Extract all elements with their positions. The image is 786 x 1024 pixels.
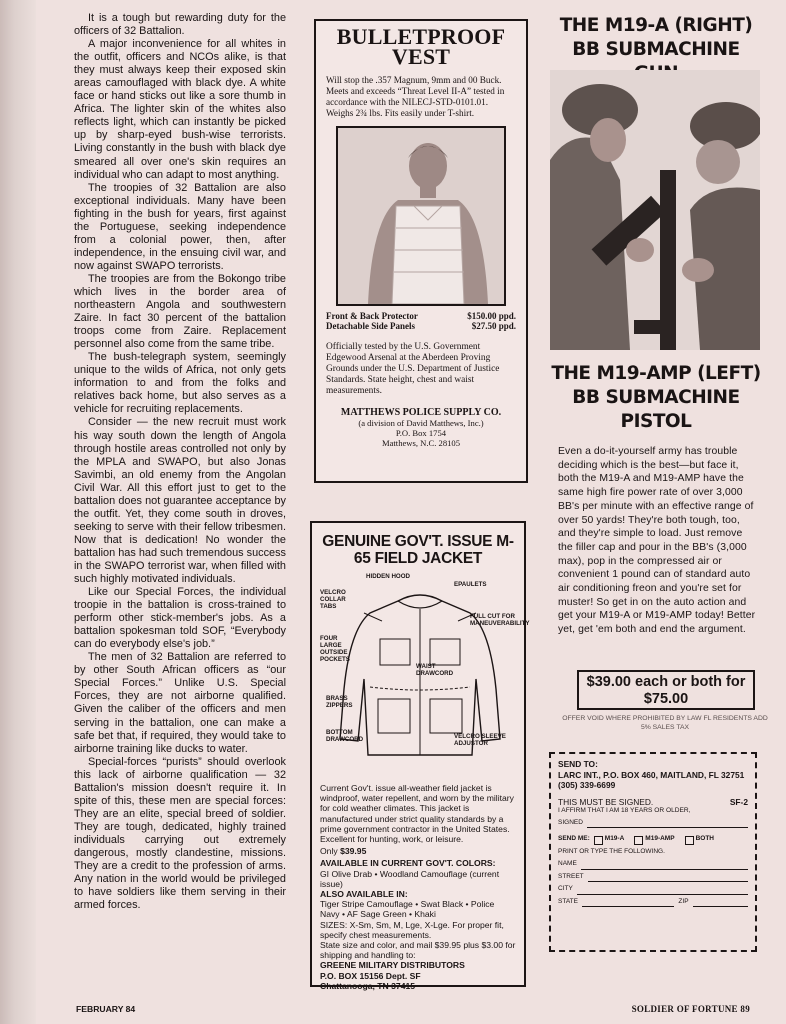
label-velcro-collar: VELCRO COLLAR TABS xyxy=(320,589,346,610)
vest-ad-city: Matthews, N.C. 28105 xyxy=(381,438,461,448)
field-jacket-ad xyxy=(310,521,530,991)
jacket-colors-heading: AVAILABLE IN CURRENT GOV'T. COLORS: xyxy=(320,858,496,869)
order-affirm: I AFFIRM THAT I AM 18 YEARS OR OLDER, xyxy=(558,807,691,814)
order-signed-row xyxy=(558,818,748,829)
man-in-vest-illustration xyxy=(338,128,504,304)
vest-ad-division: (a division of David Matthews, Inc.) xyxy=(358,418,484,428)
order-city-label: CITY xyxy=(558,885,573,892)
jacket-colors: GI Olive Drab • Woodland Camouflage (current issue) xyxy=(320,868,500,889)
article-paragraph: A major inconvenience for all whites in the outfit, officers and NCOs alike, is that they must always keep their exposed skin areas camouflaged with black dye. A white face or hand sticks out like a sore thumb in Africa. The lighter skin of the whites also reflects light, which can instantly be picked up by sharp-eyed bush-wise terrorists. Living constantly in the bush with black dye smeared all over one's skin requires an individual who can adapt to most anything. xyxy=(74,38,286,181)
gun-price-box: $39.00 each or both for $75.00 xyxy=(577,670,755,710)
zip-field[interactable] xyxy=(693,897,748,907)
order-send-me-row xyxy=(558,834,748,845)
order-name-row xyxy=(558,859,748,870)
vest-item-price: $27.50 ppd. xyxy=(471,321,516,331)
order-signed-label: SIGNED xyxy=(558,818,583,826)
jacket-dist-box: P.O. BOX 15156 Dept. SF xyxy=(320,970,421,981)
vest-price-table xyxy=(326,311,516,331)
label-full-cut: FULL CUT FOR MANEUVERABILITY xyxy=(470,613,530,627)
article-paragraph: Special-forces “purists” should overlook this lack of airborne qualification — 32 Battalion's mission doesn't require it. In spite of this, these men are special forces: They are an elite, special breed of soldier. They are tough, dedicated, highly trained individuals carrying out extremely dangerous, mostly clandestine, missions. They are a credit to the profession of arms. Any nation in the world would be privileged to have soldiers like them serving in their armed forces. xyxy=(74,755,286,912)
label-epaulets: EPAULETS xyxy=(454,581,487,588)
state-field[interactable] xyxy=(582,897,674,907)
order-city-row xyxy=(558,884,748,895)
both-checkbox[interactable] xyxy=(685,836,694,845)
m19a-checkbox[interactable] xyxy=(594,836,603,845)
m19a-option-label: M19-A xyxy=(604,835,625,842)
vest-ad-tested-text: Officially tested by the U.S. Government Edgewood Arsenal at the Aberdeen Proving Grounds under the U.S. Department of Justice Standards. State height, chest and waist measurements. xyxy=(326,342,500,396)
m19amp-option-label: M19-AMP xyxy=(645,835,675,842)
bulletproof-vest-ad xyxy=(314,19,528,483)
jacket-description: Current Gov't. issue all-weather field jacket is windproof, water repellent, and worn by the military for cold weather climates. This jacket is manufactured under strict quality standards by a prime government contractor in the United States. Excellent for hunting, work, or leisure. xyxy=(320,783,514,845)
label-waist: WAIST DRAWCORD xyxy=(416,663,454,677)
vest-item-price: $150.00 ppd. xyxy=(467,311,516,321)
street-field[interactable] xyxy=(588,872,748,882)
article-paragraph: It is a tough but rewarding duty for the officers of 32 Battalion. xyxy=(74,12,286,38)
guns-photo xyxy=(550,70,760,350)
jacket-distributor: GREENE MILITARY DISTRIBUTORS xyxy=(320,960,465,971)
order-zip-label: ZIP xyxy=(678,897,689,905)
label-bottom: BOTTOM DRAWCORD xyxy=(326,729,364,743)
order-phone: (305) 339-6699 xyxy=(558,780,616,790)
order-send-to: SEND TO: xyxy=(558,759,598,769)
m19amp-title: THE M19-AMP (LEFT) BB SUBMACHINE PISTOL xyxy=(551,363,761,432)
jacket-also-colors: Tiger Stripe Camouflage • Swat Black • Police Navy • AF Sage Green • Khaki xyxy=(320,899,495,920)
article-column xyxy=(74,12,286,912)
article-paragraph: The troopies of 32 Battalion are also exceptional individuals. Many have been fighting in the bush for years, first against the Portuguese, seeking independence from a colonial power, then, after independence, in the ensuing civil war, and now against SWAPO terrorists. xyxy=(74,181,286,272)
article-paragraph: The men of 32 Battalion are referred to by other South African officers as “our Special Forces.” Unlike U.S. Special Forces, they are not airborne qualified. Given the caliber of the officers and men serving in the battalion, one can make a safe bet that, if required, they would take to airborne training like ducks to water. xyxy=(74,651,286,755)
footer-magazine: SOLDIER OF FORTUNE 89 xyxy=(631,1004,750,1014)
vest-photo xyxy=(336,126,506,306)
order-code: SF-2 xyxy=(729,796,748,807)
footer-date: FEBRUARY 84 xyxy=(76,1004,136,1014)
gun-ad-copy: Even a do-it-yourself army has trouble deciding which is the best—but face it, both the M19-A and M19-AMP have the same high fire power rate of over 3,000 BB's per minute with an effective range of over 50 yards! They're both tough, too, and they're simple to load. Just remove the filler cap and pour in the BB's (3,000 max), pop in the compressed air or convenient 1 pound can of standard auto air conditioning freon and you're set for muster! So get in on the auto action and get your M19-A or M19-AMP today! Better yet, get 'em both and end the argument. xyxy=(558,446,756,636)
vest-item-label: Front & Back Protector xyxy=(326,311,418,321)
gun-offer-text: OFFER VOID WHERE PROHIBITED BY LAW FL RESIDENTS ADD 5% SALES TAX xyxy=(562,715,768,731)
jacket-price: $39.95 xyxy=(340,846,367,857)
order-print-label: PRINT OR TYPE THE FOLLOWING. xyxy=(558,847,665,855)
both-option-label: BOTH xyxy=(695,835,714,842)
m19amp-checkbox[interactable] xyxy=(634,836,643,845)
order-street-row xyxy=(558,872,748,883)
article-paragraph: Consider — the new recruit must work his way south down the length of Angola through hostile areas controlled not only by the MPLA and SWAPO, but also Jonas Savimbi, an old enemy from the Angolan Civil War. All this effort just to get to the battalion does not guarantee acceptance by the outfit. Yet, they come south in droves, seeking to serve with their fellow tribesmen. Now that is dedication! No wonder the battalion has had such tremendous success in the SWAPO terrorist war, when filled with such highly motivated individuals. xyxy=(74,416,286,586)
order-state-label: STATE xyxy=(558,897,578,905)
soldiers-with-guns-illustration xyxy=(550,70,760,350)
page-binding-shadow xyxy=(0,0,36,1024)
order-state-row xyxy=(558,897,748,908)
order-address: LARC INT., P.O. BOX 460, MAITLAND, FL 32751 xyxy=(558,769,745,780)
article-paragraph: Like our Special Forces, the individual troopie in the battalion is cross-trained to perform other stick-member's jobs. As a battalion spokesman told SOF, “Everybody can do everybody else's job.” xyxy=(74,586,286,651)
vest-ad-intro: Will stop the .357 Magnum, 9mm and 00 Buck. Meets and exceeds “Threat Level II-A” tested in accordance with the NILECJ-STD-0101.01. Weighs 2¾ lbs. Fits easily under T-shirt. xyxy=(326,75,505,118)
order-street-label: STREET xyxy=(558,872,584,880)
jacket-price-line xyxy=(320,846,516,856)
vest-ad-box: P.O. Box 1754 xyxy=(395,428,447,438)
order-print-row xyxy=(558,847,748,858)
vest-ad-company: MATTHEWS POLICE SUPPLY CO. xyxy=(340,407,502,418)
city-field[interactable] xyxy=(577,885,748,895)
vest-item-label: Detachable Side Panels xyxy=(326,321,415,331)
article-paragraph: The bush-telegraph system, seemingly unique to the wilds of Africa, not only gets information to and from the folks and relatives back home, but also serves as a vehicle for recruiting replacements. xyxy=(74,351,286,416)
signed-field[interactable] xyxy=(587,818,748,828)
order-send-me-label: SEND ME: xyxy=(558,835,590,842)
article-paragraph: The troopies are from the Bokongo tribe which lives in the border area of northeastern Angola and southwestern Zaire. In fact 30 percent of the battalion troops come from Zaire. Replacement personnel also come from the same tribe. xyxy=(74,272,286,351)
jacket-order-note: State size and color, and mail $39.95 plus $3.00 for shipping and handling to: xyxy=(320,940,516,961)
vest-ad-title: BULLETPROOF VEST xyxy=(336,24,506,69)
label-brass: BRASS ZIPPERS xyxy=(326,695,353,709)
jacket-price-prefix: Only xyxy=(320,846,338,857)
order-must-sign: THIS MUST BE SIGNED. xyxy=(558,796,654,807)
vest-price-row xyxy=(326,321,516,331)
jacket-dist-city: Chattanooga, TN 37415 xyxy=(320,980,416,991)
name-field[interactable] xyxy=(581,860,748,870)
label-pockets: FOUR LARGE OUTSIDE POCKETS xyxy=(320,635,350,663)
jacket-sizes: SIZES: X-Sm, Sm, M, Lge, X-Lge. For proper fit, specify chest measurements. xyxy=(320,919,504,940)
jacket-ad-title: GENUINE GOV'T. ISSUE M-65 FIELD JACKET xyxy=(322,533,514,567)
order-form xyxy=(549,752,757,952)
label-hidden-hood: HIDDEN HOOD xyxy=(366,573,411,580)
order-name-label: NAME xyxy=(558,860,577,867)
vest-price-row xyxy=(326,311,516,321)
m19a-title: THE M19-A (RIGHT) BB SUBMACHINE xyxy=(559,15,753,60)
jacket-also-heading: ALSO AVAILABLE IN: xyxy=(320,889,408,900)
label-sleeve: VELCRO SLEEVE ADJUSTOR xyxy=(454,733,506,747)
jacket-diagram xyxy=(320,569,530,783)
